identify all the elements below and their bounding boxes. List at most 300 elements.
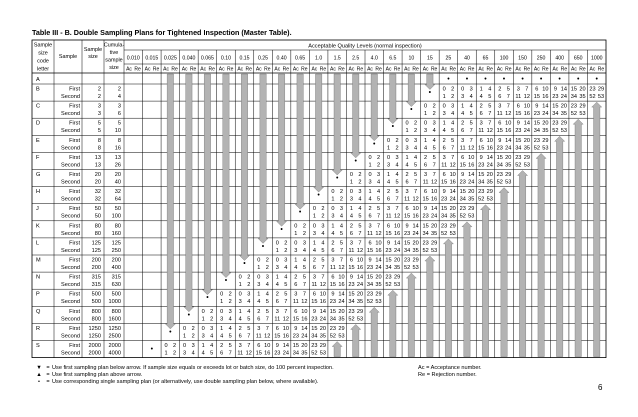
re-value: 7 (247, 343, 251, 349)
ac-value: 0 (220, 308, 224, 315)
aql-level: 0.15 (239, 55, 250, 62)
cumulative-second: 100 (111, 213, 121, 220)
ac-value: 0 (312, 223, 316, 230)
re-value: 10 (264, 343, 271, 349)
re-value: 24 (523, 128, 530, 135)
re-value: 2 (321, 213, 325, 220)
re-value: 16 (319, 299, 327, 306)
ac-value: 15 (311, 299, 318, 306)
ac-label: Ac (515, 66, 522, 73)
re-label: Re (560, 66, 568, 73)
cumulative-first: 13 (114, 154, 121, 161)
header-sample-size: size (88, 54, 98, 60)
re-value: 7 (302, 291, 306, 298)
re-value: 7 (339, 257, 344, 264)
ac-value: 3 (257, 325, 261, 332)
ac-value: 2 (424, 154, 428, 161)
sample-size-second: 80 (94, 230, 101, 237)
ac-label: Ac (348, 66, 355, 73)
header-aql-caption: Acceptable Quality Levels (normal inspection) (308, 43, 422, 50)
aql-level: 0.65 (295, 55, 306, 62)
ac-value: 11 (274, 316, 281, 323)
re-value: 29 (356, 308, 364, 315)
row-letter: B (36, 86, 40, 93)
ac-value: 0 (424, 120, 428, 127)
ac-value: 3 (312, 230, 316, 237)
re-value: 5 (247, 325, 251, 332)
ac-label: Ac (496, 66, 503, 73)
aql-level: 150 (518, 55, 527, 62)
re-value: 3 (451, 103, 455, 110)
re-value: 24 (375, 265, 382, 271)
re-label: Re (134, 66, 141, 73)
ac-value: 52 (515, 162, 522, 169)
ac-value: 23 (292, 333, 299, 340)
ac-label: Ac (218, 66, 225, 73)
star-icon: • (224, 277, 228, 285)
cumulative-second: 250 (111, 247, 121, 254)
aql-level: 100 (499, 55, 509, 62)
ac-label: Ac (200, 66, 207, 73)
re-value: 16 (486, 145, 493, 152)
ac-value: 15 (515, 137, 522, 144)
ac-value: 1 (386, 172, 391, 178)
ac-value: 52 (552, 128, 559, 135)
re-value: 7 (414, 179, 418, 186)
ac-value: 0 (257, 257, 261, 264)
cumulative-first: 200 (111, 257, 121, 264)
re-value: 14 (393, 240, 401, 247)
re-value: 2 (376, 154, 381, 161)
ac-label: Ac (255, 66, 262, 73)
ac-value: 15 (348, 291, 355, 298)
star-icon: • (428, 89, 432, 97)
cumulative-second: 16 (114, 145, 121, 152)
sample-first: First (69, 137, 80, 144)
re-value: 20 (468, 189, 475, 196)
ac-value: 2 (331, 240, 335, 247)
up-arrow-icon (332, 342, 342, 357)
ac-value: 52 (403, 265, 411, 271)
re-value: 2 (451, 94, 455, 100)
cumulative-second: 630 (111, 282, 121, 289)
sample-second: Second (61, 333, 80, 340)
header-cumulative: size (109, 65, 119, 71)
re-value: 4 (469, 103, 473, 110)
ac-value: 6 (535, 86, 539, 93)
sample-size-first: 32 (94, 189, 101, 196)
re-label: Re (282, 66, 290, 73)
aql-level: 0.010 (126, 55, 140, 62)
ac-value: 0 (183, 343, 187, 349)
sample-size-second: 800 (91, 316, 101, 323)
sample-size-second: 8 (97, 145, 101, 152)
row-letter: N (36, 274, 41, 281)
ac-value: 1 (183, 333, 187, 340)
row-letter: F (36, 154, 40, 161)
re-value: 35 (449, 213, 456, 220)
ac-value: 3 (349, 240, 354, 247)
sample-size-second: 32 (94, 196, 101, 203)
re-value: 10 (505, 120, 512, 127)
down-arrow-shape (425, 74, 435, 90)
cumulative-first: 3 (117, 103, 121, 110)
ac-value: 15 (422, 223, 429, 230)
ac-value: 2 (405, 172, 409, 178)
ac-label: Ac (181, 66, 188, 73)
down-arrow-icon (258, 74, 268, 243)
re-value: 14 (356, 274, 364, 281)
re-value: 29 (412, 257, 419, 264)
ac-value: 3 (275, 308, 279, 315)
re-value: 16 (505, 128, 512, 135)
re-value: 10 (523, 103, 530, 110)
sample-size-first: 1250 (88, 325, 101, 332)
sample-size-first: 125 (91, 240, 101, 247)
ac-value: 0 (201, 308, 205, 315)
ac-value: 23 (478, 162, 485, 169)
aql-level: 0.015 (145, 55, 159, 62)
re-value: 35 (523, 145, 530, 152)
ac-value: 1 (275, 274, 279, 281)
ac-value: 1 (461, 103, 465, 110)
aql-level: 4.0 (370, 55, 378, 62)
re-value: 53 (412, 265, 419, 271)
sample-size-first: 8 (97, 137, 101, 144)
row-letter: C (36, 103, 41, 110)
ac-value: 23 (348, 282, 355, 289)
re-value: 16 (375, 247, 382, 254)
star-icon: • (595, 76, 598, 83)
re-value: 53 (468, 213, 475, 220)
ac-value: 11 (292, 299, 299, 306)
cumulative-second: 1600 (108, 316, 121, 323)
re-value: 24 (486, 162, 493, 169)
re-value: 4 (321, 230, 325, 237)
re-value: 29 (579, 103, 586, 110)
ac-value: 3 (424, 128, 428, 135)
ac-value: 3 (442, 111, 446, 118)
ac-value: 15 (292, 316, 299, 323)
down-arrow-shape (314, 74, 324, 192)
ac-value: 23 (274, 350, 281, 357)
down-arrow-icon (240, 74, 250, 261)
re-label: Re (171, 66, 178, 73)
re-value: 24 (356, 282, 364, 289)
re-value: 24 (412, 230, 419, 237)
star-icon: • (484, 76, 487, 83)
down-arrow-icon (202, 74, 212, 295)
re-value: 14 (523, 120, 530, 127)
re-value: 20 (319, 325, 327, 332)
re-value: 14 (338, 291, 345, 298)
re-value: 53 (449, 230, 456, 237)
ac-value: 1 (312, 240, 316, 247)
ac-value: 1 (220, 299, 224, 306)
ac-value: 4 (294, 265, 298, 271)
sample-size-first: 800 (91, 308, 101, 315)
star-icon: • (465, 76, 469, 83)
ac-value: 11 (515, 94, 522, 100)
ac-value: 2 (257, 308, 261, 315)
ac-value: 0 (368, 154, 372, 161)
ac-value: 6 (312, 291, 316, 298)
re-value: 12 (505, 111, 512, 118)
re-value: 12 (301, 299, 308, 306)
ac-label: Ac (571, 66, 577, 73)
ac-value: 9 (312, 308, 316, 315)
ac-value: 2 (312, 257, 316, 264)
re-value: 5 (395, 189, 399, 196)
re-value: 14 (282, 343, 289, 349)
cumulative-first: 2 (117, 86, 121, 93)
ac-label: Ac (552, 66, 559, 73)
sample-second: Second (61, 299, 80, 306)
ac-value: 0 (386, 137, 391, 144)
ac-value: 34 (552, 111, 559, 118)
re-value: 10 (338, 274, 345, 281)
cumulative-second: 1000 (108, 299, 121, 306)
down-arrow-shape (202, 74, 212, 295)
table-title: Table III - B. Double Sampling Plans for Tightened Inspection (Master Table). (32, 28, 292, 37)
re-value: 4 (228, 316, 232, 323)
re-value: 35 (579, 94, 586, 100)
ac-value: 15 (496, 128, 503, 135)
re-value: 12 (375, 230, 382, 237)
note-text: Use first sampling plan below arrow. If sample size equals or exceeds lot or batch size, do 100 percent inspection. (52, 365, 334, 371)
ac-value: 9 (442, 189, 446, 196)
cumulative-first: 5 (117, 120, 121, 127)
ac-value: 34 (329, 316, 337, 323)
re-label: Re (208, 66, 215, 73)
cumulative-second: 6 (117, 111, 121, 118)
re-value: 5 (451, 137, 455, 144)
re-value: 7 (395, 206, 399, 213)
ac-value: 15 (478, 172, 485, 178)
cumulative-second: 4 (117, 94, 121, 100)
re-value: 35 (338, 316, 345, 323)
ac-value: 23 (311, 343, 318, 349)
ac-value: 1 (405, 128, 409, 135)
up-arrow-shape (518, 171, 528, 357)
row-letter: A (36, 77, 40, 83)
ac-value: 6 (405, 206, 409, 213)
ac-value: 15 (552, 103, 559, 110)
re-label: Re (319, 66, 327, 73)
re-value: 3 (284, 257, 288, 264)
ac-value: 15 (403, 240, 411, 247)
re-value: 3 (191, 343, 195, 349)
re-value: 2 (247, 282, 251, 289)
note-text: Use first sampling plan above arrow. (52, 372, 143, 379)
cumulative-second: 64 (114, 196, 121, 203)
ac-value: 11 (422, 179, 429, 186)
ac-value: 1 (386, 145, 391, 152)
re-value: 53 (542, 145, 549, 152)
ac-value: 52 (385, 282, 392, 289)
re-value: 2 (210, 308, 214, 315)
re-value: 5 (488, 94, 492, 100)
ac-value: 15 (422, 196, 429, 203)
re-value: 2 (358, 172, 362, 178)
ac-value: 0 (275, 240, 279, 247)
re-value: 20 (356, 291, 364, 298)
ac-value: 3 (424, 172, 428, 178)
star-icon: • (521, 76, 524, 83)
re-value: 5 (414, 162, 418, 169)
ac-value: 0 (238, 274, 242, 281)
re-value: 4 (265, 282, 269, 289)
sample-first: First (69, 120, 80, 127)
sample-size-second: 2 (97, 94, 101, 100)
abbreviation-legend (418, 365, 482, 379)
ac-value: 1 (331, 223, 335, 230)
re-value: 2 (339, 196, 344, 203)
cumulative-first: 800 (111, 308, 121, 315)
sample-size-second: 125 (91, 247, 101, 254)
re-value: 14 (412, 223, 419, 230)
ac-value: 52 (329, 333, 337, 340)
ac-value: 6 (368, 213, 372, 220)
sample-size-first: 315 (91, 274, 101, 281)
re-value: 10 (449, 172, 456, 178)
ac-value: 1 (368, 189, 372, 196)
ac-label: Ac (292, 66, 299, 73)
re-value: 7 (451, 145, 455, 152)
note-star: • = Use corresponding single sampling plan (or alternatively, use double sampling plan below, where available). (34, 379, 334, 386)
sample-size-second: 500 (91, 299, 101, 306)
sample-size-second: 1250 (88, 333, 101, 340)
re-value: 2 (191, 325, 195, 332)
ac-label: Ac (422, 66, 429, 73)
re-value: 53 (356, 316, 364, 323)
ac-value: 3 (275, 265, 279, 271)
re-value: 5 (358, 223, 362, 230)
star-icon: • (38, 379, 40, 386)
up-arrow-shape (481, 205, 491, 357)
ac-value: 6 (294, 282, 298, 289)
sample-first: First (69, 240, 80, 247)
cumulative-second: 160 (111, 230, 121, 237)
sample-size-second: 315 (91, 282, 101, 289)
ac-value: 3 (461, 94, 465, 100)
sample-second: Second (61, 162, 80, 169)
re-value: 16 (356, 265, 364, 271)
ac-value: 34 (403, 247, 411, 254)
aql-level: 0.025 (163, 55, 177, 62)
down-arrow-icon (221, 74, 231, 278)
ac-value: 15 (366, 247, 374, 254)
star-icon: • (502, 76, 506, 83)
re-value: 53 (431, 247, 438, 254)
re-value: 35 (486, 179, 493, 186)
aql-level: 2.5 (352, 55, 360, 62)
ac-value: 3 (331, 213, 335, 220)
ac-value: 23 (589, 86, 596, 93)
sample-second: Second (61, 213, 80, 220)
re-label: Re (227, 66, 234, 73)
ac-value: 15 (441, 179, 448, 186)
re-value: 20 (393, 257, 401, 264)
ac-value: 15 (403, 213, 411, 220)
re-value: 12 (393, 213, 401, 220)
row-letter: J (36, 206, 39, 213)
re-value: 24 (449, 196, 456, 203)
down-arrow-shape (295, 74, 305, 209)
re-value: 12 (264, 333, 271, 340)
ac-value: 11 (367, 230, 373, 237)
ac-value: 11 (459, 145, 466, 152)
re-value: 35 (319, 333, 327, 340)
re-value: 14 (505, 137, 512, 144)
ac-value: 4 (479, 94, 483, 100)
ac-value: 2 (461, 120, 465, 127)
ac-value: 1 (238, 308, 242, 315)
re-value: 7 (228, 350, 232, 357)
ac-value: 1 (294, 230, 298, 237)
ac-value: 2 (238, 325, 242, 332)
ac-value: 23 (311, 316, 318, 323)
star-icon: • (298, 209, 302, 217)
star-icon: • (558, 76, 561, 83)
re-value: 3 (265, 274, 269, 281)
sample-second: Second (61, 265, 80, 271)
ac-label: Ac (459, 66, 466, 73)
ac-label: Ac (274, 66, 281, 73)
re-value: 29 (505, 172, 512, 178)
ac-value: 15 (478, 145, 485, 152)
re-value: 35 (542, 128, 549, 135)
ac-value: 34 (422, 230, 429, 237)
ac-value: 4 (275, 282, 279, 289)
re-value: 20 (338, 308, 345, 315)
ac-value: 11 (348, 247, 355, 254)
ac-value: 4 (220, 333, 224, 340)
sample-first: First (69, 223, 80, 230)
ac-value: 6 (498, 120, 502, 127)
re-value: 2 (432, 103, 436, 110)
ac-value: 3 (257, 282, 261, 289)
re-value: 14 (560, 86, 568, 93)
re-value: 12 (431, 179, 438, 186)
row-letter: K (36, 223, 40, 230)
re-value: 3 (432, 120, 436, 127)
ac-value: 6 (386, 196, 391, 203)
aql-level: 0.25 (257, 55, 269, 62)
ac-value: 9 (331, 291, 335, 298)
re-value: 2 (358, 179, 362, 186)
row-letter: L (36, 240, 40, 247)
header-sample: Sample (58, 54, 78, 60)
sample-first: First (69, 291, 80, 298)
up-arrow-shape (332, 342, 342, 357)
ac-value: 9 (386, 240, 391, 247)
re-value: 35 (301, 350, 308, 357)
ac-value: 2 (349, 223, 354, 230)
ac-value: 52 (311, 350, 318, 357)
sample-size-first: 13 (94, 154, 101, 161)
re-value: 4 (488, 86, 492, 93)
ac-value: 9 (275, 343, 279, 349)
re-value: 2 (265, 265, 269, 271)
re-value: 35 (560, 111, 568, 118)
cumulative-first: 32 (114, 189, 121, 196)
cumulative-second: 400 (111, 265, 121, 271)
ac-value: 1 (257, 291, 261, 298)
re-value: 5 (376, 196, 381, 203)
ac-value: 4 (386, 179, 391, 186)
re-value: 5 (265, 299, 269, 306)
